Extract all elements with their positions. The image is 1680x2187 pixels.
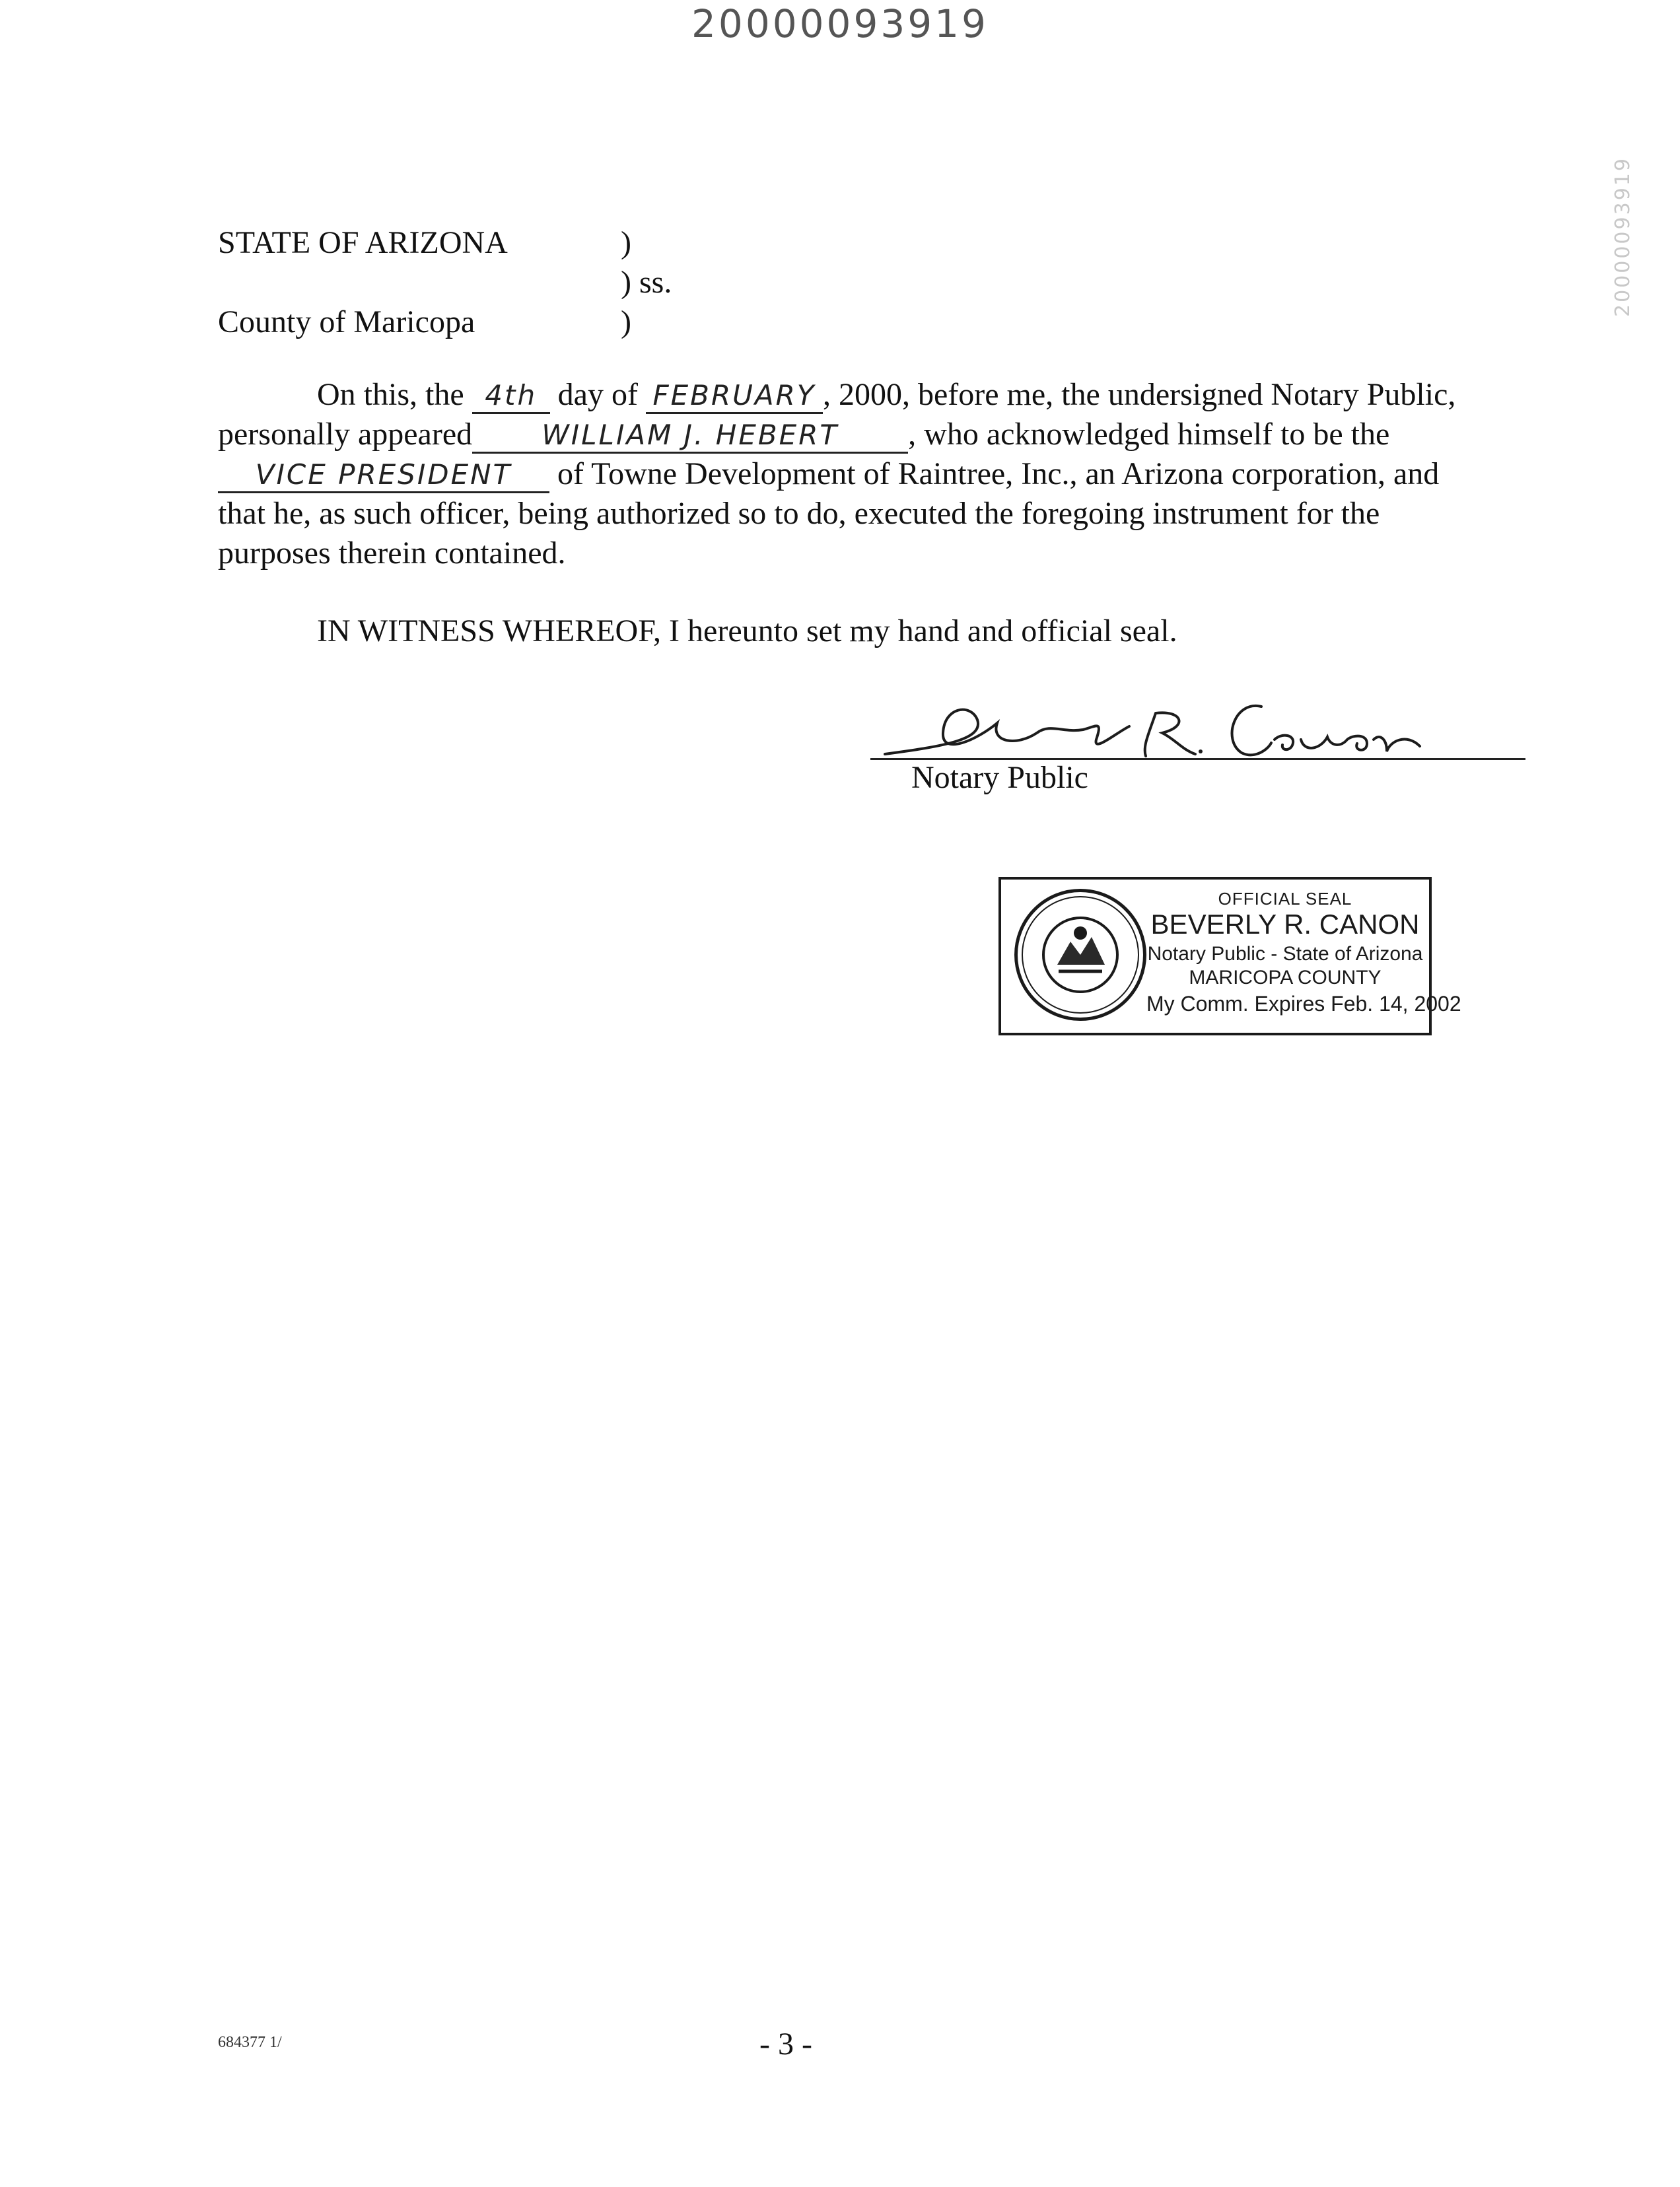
seal-heading: OFFICIAL SEAL	[1218, 889, 1352, 909]
great-seal-emblem	[1014, 889, 1146, 1021]
seal-emblem-ring-icon	[1018, 892, 1143, 1018]
witness-statement: IN WITNESS WHEREOF, I hereunto set my hand and official seal.	[317, 613, 1177, 648]
ack-line-2-a: personally appeared	[218, 417, 473, 452]
ack-line-1-c: , 2000, before me, the undersigned Notary Public,	[822, 377, 1456, 412]
page-number: - 3 -	[759, 2027, 812, 2062]
ack-line-3	[218, 454, 1539, 494]
ack-line-2	[218, 415, 1539, 454]
venue-paren-bottom: )	[621, 304, 631, 339]
seal-line-2: MARICOPA COUNTY	[1189, 967, 1382, 989]
venue-state: STATE OF ARIZONA	[218, 225, 508, 260]
ack-line-1-a: On this, the	[317, 377, 464, 412]
official-seal-stamp	[998, 877, 1461, 1035]
ack-line-3-b: of Towne Development of Raintree, Inc., an Arizona corporation, and	[557, 456, 1440, 491]
notary-public-label: Notary Public	[911, 760, 1088, 795]
document-number: 20000093919	[691, 1, 989, 46]
venue-ss: ) ss.	[621, 265, 672, 300]
ack-line-1	[218, 375, 1539, 415]
day-handwritten: 4th	[472, 379, 550, 414]
ack-line-1-b: day of	[557, 377, 638, 412]
margin-recording-stamp: 20000093919	[1611, 156, 1634, 317]
file-code: 684377 1/	[218, 2034, 282, 2051]
handwritten-signature-graphic	[865, 693, 1459, 766]
month-handwritten: FEBRUARY	[646, 379, 823, 414]
seal-line-3: My Comm. Expires Feb. 14, 2002	[1146, 992, 1461, 1016]
name-handwritten: WILLIAM J. HEBERT	[472, 419, 908, 454]
ack-line-4: that he, as such officer, being authorized so to do, executed the foregoing instrument for the	[218, 496, 1380, 531]
ack-line-5: purposes therein contained.	[218, 536, 566, 571]
seal-line-1: Notary Public - State of Arizona	[1147, 943, 1423, 965]
acknowledgment-paragraph	[218, 375, 1539, 573]
seal-notary-name: BEVERLY R. CANON	[1150, 909, 1420, 940]
signature-mark	[865, 693, 1459, 766]
ack-line-2-b: , who acknowledged himself to be the	[908, 417, 1390, 452]
venue-county: County of Maricopa	[218, 304, 475, 339]
title-handwritten: VICE PRESIDENT	[218, 458, 549, 493]
venue-paren-top: )	[621, 225, 631, 260]
